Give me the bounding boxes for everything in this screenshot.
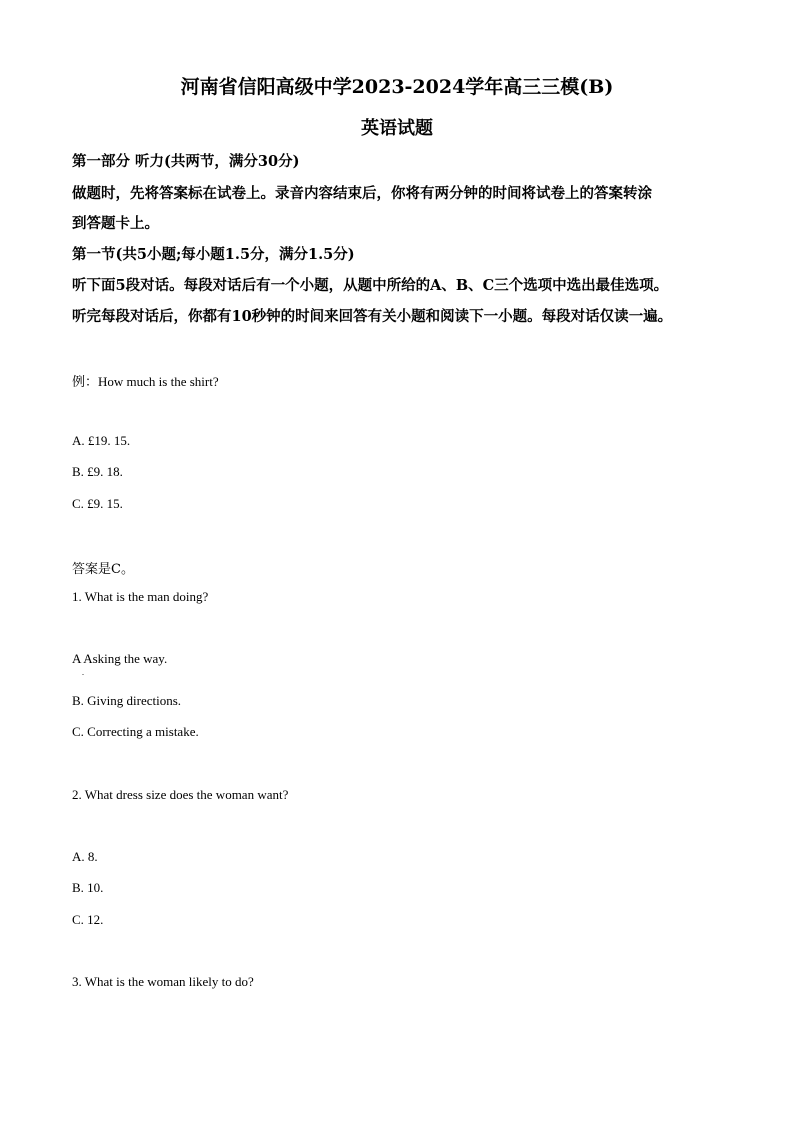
question-2: 2. What dress size does the woman want? <box>72 787 289 802</box>
example-question: 例：How much is the shirt? <box>72 374 219 389</box>
instructions-line-2: 到答题卡上。 <box>72 215 159 232</box>
section1-heading: 第一节(共5小题;每小题1.5分，满分1.5分) <box>72 246 355 263</box>
exam-title: 河南省信阳高级中学2023-2024学年高三三模(B) <box>180 76 614 98</box>
question-1-option-b: B. Giving directions. <box>72 693 182 708</box>
question-2-option-a: A. 8. <box>72 849 98 864</box>
exam-subtitle: 英语试题 <box>361 118 433 139</box>
part1-heading: 第一部分 听力(共两节，满分30分) <box>72 153 300 170</box>
question-2-option-c: C. 12. <box>72 912 104 927</box>
example-answer: 答案是C。 <box>72 562 134 577</box>
example-option-c: C. £9. 15. <box>72 496 123 511</box>
stray-mark: . <box>82 668 84 677</box>
question-2-option-b: B. 10. <box>72 880 104 895</box>
example-option-b: B. £9. 18. <box>72 464 123 479</box>
question-1-option-c: C. Correcting a mistake. <box>72 724 199 739</box>
section1-line-1: 听下面5段对话。每段对话后有一个小题，从题中所给的A、B、C三个选项中选出最佳选项。 <box>72 277 669 294</box>
instructions-line-1: 做题时，先将答案标在试卷上。录音内容结束后，你将有两分钟的时间将试卷上的答案转涂 <box>72 185 652 202</box>
question-1: 1. What is the man doing? <box>72 589 209 604</box>
section1-line-2: 听完每段对话后，你都有10秒钟的时间来回答有关小题和阅读下一小题。每段对话仅读一遍。 <box>72 308 673 325</box>
example-option-a: A. £19. 15. <box>72 433 131 448</box>
question-3: 3. What is the woman likely to do? <box>72 974 254 989</box>
question-1-option-a: A Asking the way. <box>72 651 168 666</box>
